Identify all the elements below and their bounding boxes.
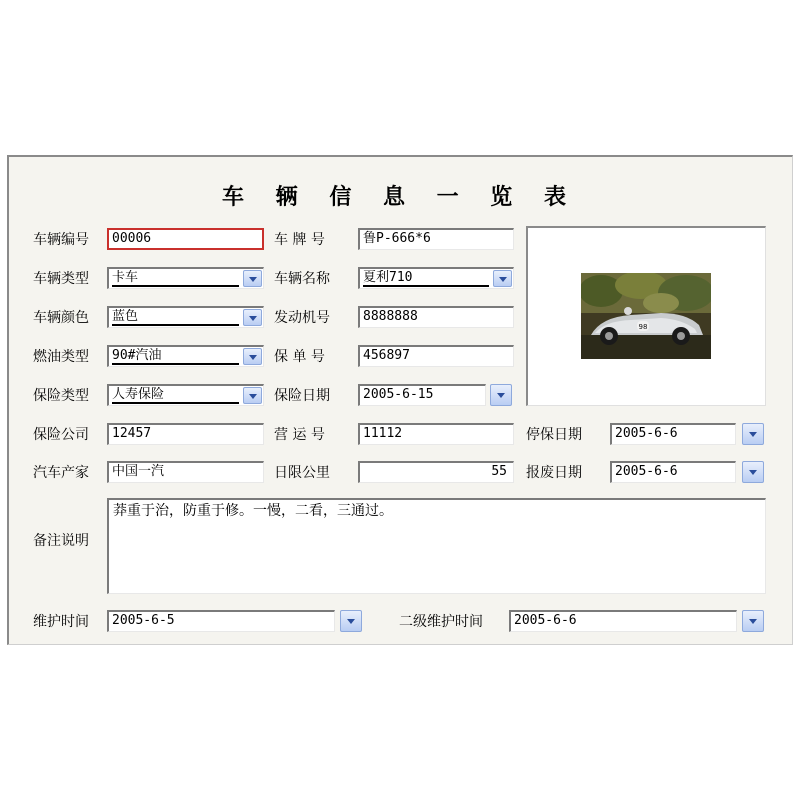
page-title: 车 辆 信 息 一 览 表 — [222, 185, 578, 210]
operating-no-input[interactable]: 11112 — [358, 423, 514, 445]
chevron-down-icon[interactable] — [243, 387, 262, 404]
chevron-down-icon[interactable] — [243, 309, 262, 326]
label-remarks: 备注说明 — [33, 533, 89, 549]
label-scrap-date: 报废日期 — [526, 465, 582, 481]
chevron-down-icon[interactable] — [243, 348, 262, 365]
vehicle-type-select[interactable] — [107, 267, 264, 289]
label-daily-mileage: 日限公里 — [274, 465, 330, 481]
vehicle-photo — [581, 273, 711, 359]
label-vehicle-name: 车辆名称 — [274, 271, 330, 287]
fuel-type-select[interactable] — [107, 345, 264, 367]
chevron-down-icon[interactable] — [243, 270, 262, 287]
insurance-type-value: 人寿保险 — [112, 387, 239, 404]
secondary-maintenance-time-input[interactable]: 2005-6-6 — [509, 610, 737, 632]
vehicle-type-value: 卡车 — [112, 270, 239, 287]
remarks-textarea[interactable]: 莽重于治，防重于修。一慢，二看，三通过。 — [107, 498, 766, 594]
insurance-date-input[interactable]: 2005-6-15 — [358, 384, 486, 406]
label-vehicle-no: 车辆编号 — [33, 232, 89, 248]
label-insurance-date: 保险日期 — [274, 388, 330, 404]
chevron-down-icon[interactable] — [340, 610, 362, 632]
label-vehicle-color: 车辆颜色 — [33, 310, 89, 326]
suspend-date-input[interactable]: 2005-6-6 — [610, 423, 736, 445]
chevron-down-icon[interactable] — [742, 610, 764, 632]
manufacturer-input[interactable]: 中国一汽 — [107, 461, 264, 483]
label-suspend-date: 停保日期 — [526, 427, 582, 443]
svg-text:98: 98 — [638, 323, 648, 331]
chevron-down-icon[interactable] — [742, 423, 764, 445]
scrap-date-input[interactable]: 2005-6-6 — [610, 461, 736, 483]
fuel-type-value: 90#汽油 — [112, 348, 239, 365]
vehicle-color-select[interactable] — [107, 306, 264, 328]
label-policy-no: 保 单 号 — [274, 349, 325, 365]
plate-no-input[interactable]: 鲁P-666*6 — [358, 228, 514, 250]
chevron-down-icon[interactable] — [742, 461, 764, 483]
label-engine-no: 发动机号 — [274, 310, 330, 326]
insurance-type-select[interactable] — [107, 384, 264, 406]
vehicle-name-value: 夏利710 — [363, 270, 489, 287]
vehicle-photo-frame — [526, 226, 766, 406]
label-secondary-maintenance-time: 二级维护时间 — [399, 614, 483, 630]
vehicle-no-input[interactable]: 00006 — [107, 228, 264, 250]
label-vehicle-type: 车辆类型 — [33, 271, 89, 287]
label-manufacturer: 汽车产家 — [33, 465, 89, 481]
label-maintenance-time: 维护时间 — [33, 614, 89, 630]
daily-mileage-input[interactable]: 55 — [358, 461, 514, 483]
label-insurance-company: 保险公司 — [33, 427, 89, 443]
policy-no-input[interactable]: 456897 — [358, 345, 514, 367]
chevron-down-icon[interactable] — [490, 384, 512, 406]
engine-no-input[interactable]: 8888888 — [358, 306, 514, 328]
insurance-company-input[interactable]: 12457 — [107, 423, 264, 445]
label-operating-no: 营 运 号 — [274, 427, 325, 443]
vehicle-color-value: 蓝色 — [112, 309, 239, 326]
label-insurance-type: 保险类型 — [33, 388, 89, 404]
label-plate-no: 车 牌 号 — [274, 232, 325, 248]
vehicle-name-select[interactable] — [358, 267, 514, 289]
label-fuel-type: 燃油类型 — [33, 349, 89, 365]
chevron-down-icon[interactable] — [493, 270, 512, 287]
maintenance-time-input[interactable]: 2005-6-5 — [107, 610, 335, 632]
